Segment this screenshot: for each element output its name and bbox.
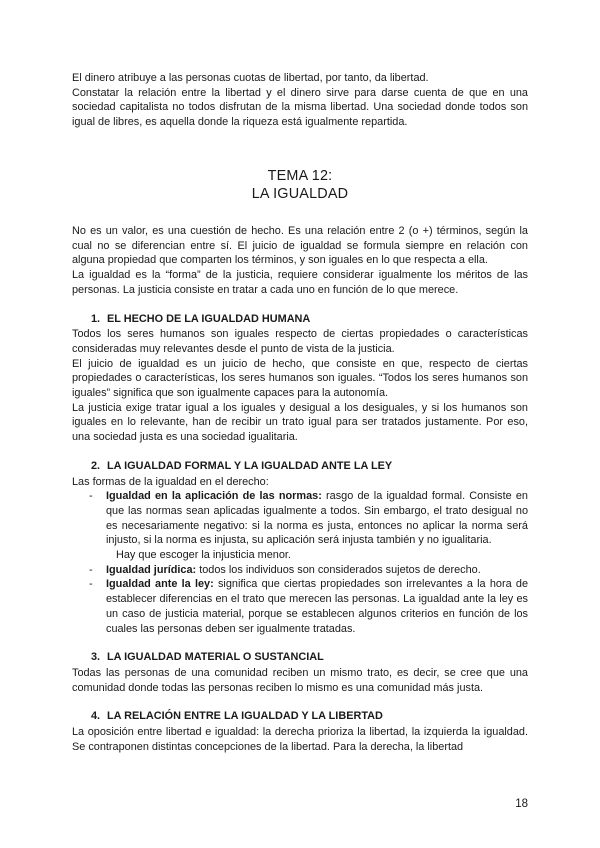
section-heading: [72, 312, 528, 327]
section-heading: [72, 650, 528, 665]
section-number: 1.: [91, 312, 101, 325]
list-item: [72, 563, 528, 578]
section-title: LA IGUALDAD MATERIAL O SUSTANCIAL: [107, 651, 324, 664]
section-paragraph: La oposición entre libertad e igualdad: la derecha prioriza la libertad, la izquierda la igualdad. Se contraponen distintas concepciones de la libertad. Para la derecha, la libertad: [72, 726, 528, 753]
section-4: [72, 709, 528, 754]
chapter-title: [72, 167, 528, 204]
chapter-name: LA IGUALDAD: [251, 186, 349, 203]
chapter-intro: [72, 224, 528, 298]
chapter-paragraph: La igualdad es la “forma” de la justicia, requiere considerar igualmente los méritos de las personas. La justicia consiste en tratar a cada uno en función de lo que merece.: [72, 269, 528, 296]
page-number: 18: [515, 798, 528, 810]
section-heading: [72, 709, 528, 724]
section-number: 2.: [91, 459, 101, 472]
section-paragraph: La justicia exige tratar igual a los iguales y desigual a los desiguales, y si los humanos son iguales en lo relevante, han de recibir un trato igual para ser tratados justamente. Por eso, una sociedad justa es una sociedad igualitaria.: [72, 401, 528, 444]
bullet-list: [72, 489, 528, 636]
section-heading: [72, 459, 528, 474]
intro-block: [72, 71, 528, 130]
section-paragraph: Todos los seres humanos son iguales respecto de ciertas propiedades o características consideradas muy relevantes desde el punto de vista de la justicia.: [72, 328, 528, 355]
list-item: [72, 489, 528, 563]
section-title: LA RELACIÓN ENTRE LA IGUALDAD Y LA LIBERTAD: [107, 710, 383, 723]
section-number: 4.: [91, 710, 101, 723]
list-item-title: Igualdad ante la ley:: [106, 578, 214, 591]
section-paragraph: El juicio de igualdad es un juicio de hecho, que consiste en que, respecto de ciertas propiedades o características, los seres humanos son iguales. “Todos los seres humanos son iguales” significa que son igualmente capaces para la autonomía.: [72, 357, 528, 400]
section-lead: Las formas de la igualdad en el derecho:: [72, 475, 269, 488]
list-item-text: rasgo de la igualdad formal. Consiste en que las normas sean aplicadas igualmente a todos. Sin embargo, el trato desigual no es necesariamente negativo: si la norma es justa, entonces no aplicar la norma será injusto, si la norma es injusta, su aplicación será injusta también y no igualitaria.: [106, 490, 528, 547]
dash-bullet: -: [89, 578, 93, 591]
section-paragraph: Todas las personas de una comunidad reciben un mismo trato, es decir, se cree que una comunidad donde todas las personas reciben lo mismo es una comunidad más justa.: [72, 666, 528, 694]
section-number: 3.: [91, 651, 101, 664]
dash-bullet: -: [89, 563, 93, 576]
list-item: [72, 577, 528, 636]
list-item-title: Igualdad jurídica:: [106, 563, 197, 576]
intro-paragraph: El dinero atribuye a las personas cuotas de libertad, por tanto, da libertad.: [72, 72, 429, 84]
list-item-text: significa que ciertas propiedades son irrelevantes a la hora de establecer diferencias en el trato que merecen las personas. La igualdad ante la ley es un caso de justicia material, porque se establecen algunos criterios en función de los cuales las personas deben ser igualmente tratadas.: [106, 578, 528, 635]
section-1: [72, 312, 528, 445]
dash-bullet: -: [89, 490, 93, 503]
document-page: [72, 71, 528, 755]
list-item-text: todos los individuos son considerados sujetos de derecho.: [196, 563, 481, 576]
list-item-title: Igualdad en la aplicación de las normas:: [106, 490, 322, 503]
section-title: EL HECHO DE LA IGUALDAD HUMANA: [107, 312, 311, 325]
section-3: [72, 650, 528, 695]
section-2: [72, 459, 528, 636]
section-title: LA IGUALDAD FORMAL Y LA IGUALDAD ANTE LA LEY: [107, 459, 393, 472]
chapter-paragraph: No es un valor, es una cuestión de hecho. Es una relación entre 2 (o +) términos, según la cual no se diferencian entre sí. El juicio de igualdad se formula siempre en relación con alguna propiedad que comparten los términos, y son iguales en lo que respecta a ella.: [72, 225, 528, 267]
list-item-extra: Hay que escoger la injusticia menor.: [116, 549, 291, 562]
chapter-number: TEMA 12:: [267, 167, 333, 184]
intro-paragraph: Constatar la relación entre la libertad y el dinero sirve para darse cuenta de que en una sociedad capitalista no todos disfrutan de la misma libertad. Una sociedad donde todos son igual de libres, es aquella donde la riqueza está igualmente repartida.: [72, 86, 528, 129]
